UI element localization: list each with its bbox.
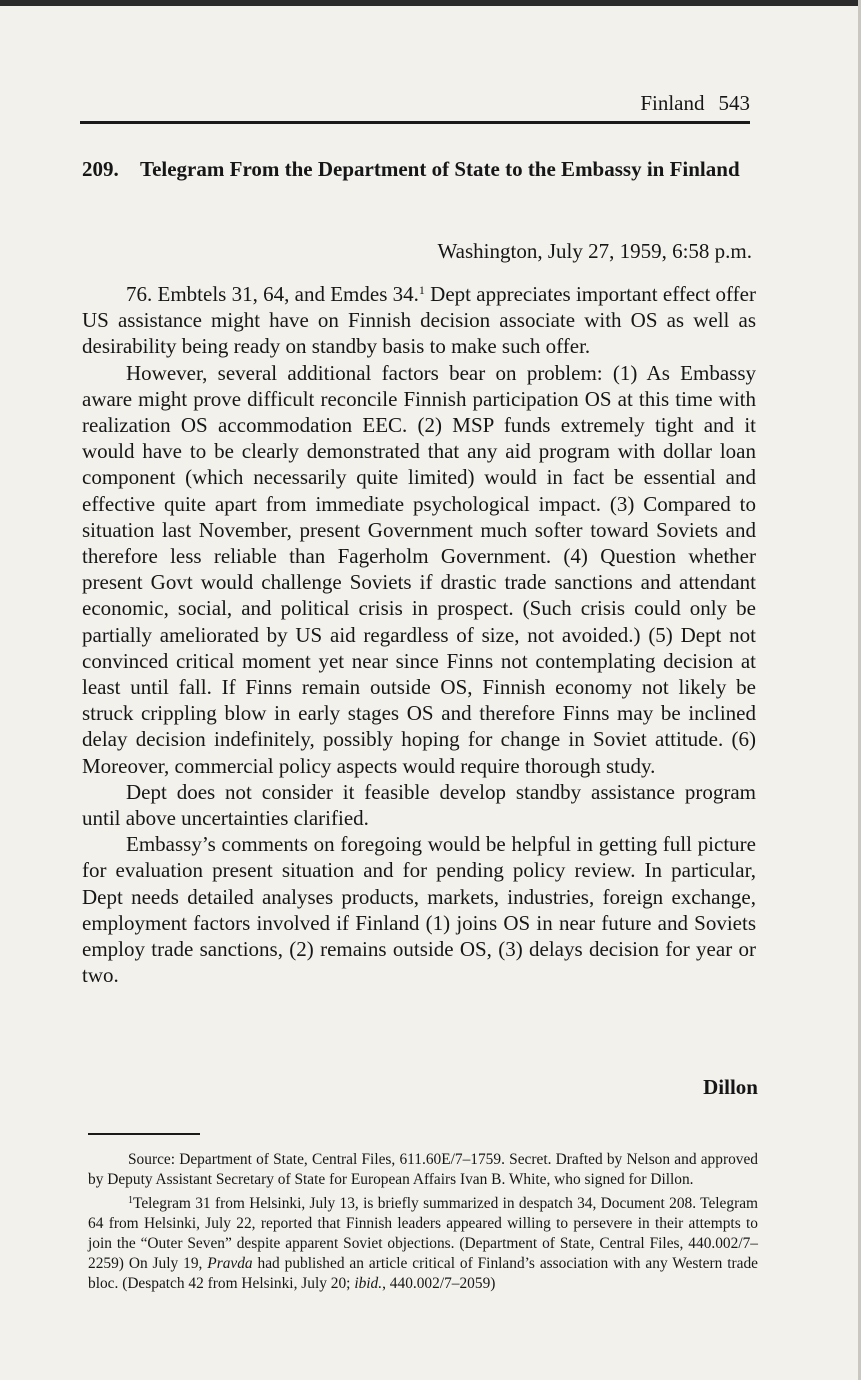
footnote-ref-1: 1 — [418, 283, 425, 297]
scan-edge-top — [0, 0, 861, 6]
running-head — [80, 88, 750, 118]
body-paragraph-1-start: 76. Embtels 31, 64, and Emdes 34. — [126, 282, 419, 306]
body-paragraph-2: However, several additional factors bear on problem: (1) As Embassy aware might prove difficult reconcile Finnish participation OS at this time with realization OS accommodation EEC. (2) MSP funds extremely tight and it would have to be clearly demonstrated that any aid program with dollar loan component (which necessarily quite limited) would in fact be essential and effective quite apart from immediate psychological impact. (3) Compared to situation last November, present Government much softer toward Soviets and therefore less reliable than Fagerholm Government. (4) Question whether present Govt would challenge Soviets if drastic trade sanctions and attendant economic, social, and political crisis in prospect. (Such crisis could only be partially ameliorated by US aid regardless of size, not avoided.) (5) Dept not convinced critical moment yet near since Finns not contemplating decision at least until fall. If Finns remain outside OS, Finnish economy not likely be struck crippling blow in early stages OS and therefore Finns may be inclined delay decision indefinitely, possibly hoping for change in Soviet attitude. (6) Moreover, commercial policy aspects would require thorough study. — [82, 360, 756, 778]
footnotes — [88, 1150, 758, 1298]
footnote-1-marker: 1 — [128, 1195, 133, 1206]
body-paragraph-3: Dept does not consider it feasible develop standby assistance program until above uncertainties clarified. — [82, 779, 756, 831]
page-number: 543 — [718, 91, 750, 115]
document-heading — [82, 155, 752, 183]
footnote-1-part-b: had published an article critical of Finland’s association with any Western trade bloc. (Despatch 42 from Helsinki, July 20; — [88, 1255, 758, 1292]
body-paragraph-1 — [82, 281, 756, 360]
body-paragraph-1-rest: Dept appreciates important effect offer US assistance might have on Finnish decision associate with OS as well as desirability being ready on standby basis to make such offer. — [82, 282, 756, 359]
dateline: Washington, July 27, 1959, 6:58 p.m. — [437, 239, 752, 263]
running-head-section: Finland — [640, 91, 705, 115]
footnote-1-part-a: Telegram 31 from Helsinki, July 13, is briefly summarized in despatch 34, Document 208. Telegram 64 from Helsinki, July 22, reported that Finnish leaders appeared willing to persevere in their attempts to join the “Outer Seven” despite apparent Soviet objections. (Department of State, Central Files, 440.002/7–2259) On July 19, — [88, 1195, 758, 1272]
document-number: 209. — [82, 157, 119, 181]
source-note: Source: Department of State, Central Files, 611.60E/7–1759. Secret. Drafted by Nelson and approved by Deputy Assistant Secretary of State for European Affairs Ivan B. White, who signed for Dillon. — [88, 1151, 758, 1188]
footnote-1-part-c: , 440.002/7–2059) — [382, 1275, 496, 1292]
document-title: Telegram From the Department of State to the Embassy in Finland — [140, 157, 740, 181]
footnote-rule — [88, 1133, 200, 1135]
telegram-body — [82, 281, 756, 988]
signature: Dillon — [703, 1075, 758, 1099]
footnote-1-pravda: Pravda — [207, 1255, 253, 1272]
footnote-1-ibid: ibid. — [354, 1275, 383, 1292]
footnote-1 — [88, 1194, 758, 1294]
header-rule — [80, 121, 750, 124]
body-paragraph-4: Embassy’s comments on foregoing would be helpful in getting full picture for evaluation present situation and for pending policy review. In particular, Dept needs detailed analyses products, markets, industries, foreign exchange, employment factors involved if Finland (1) joins OS in near future and Soviets employ trade sanctions, (2) remains outside OS, (3) delays decision for year or two. — [82, 832, 756, 988]
